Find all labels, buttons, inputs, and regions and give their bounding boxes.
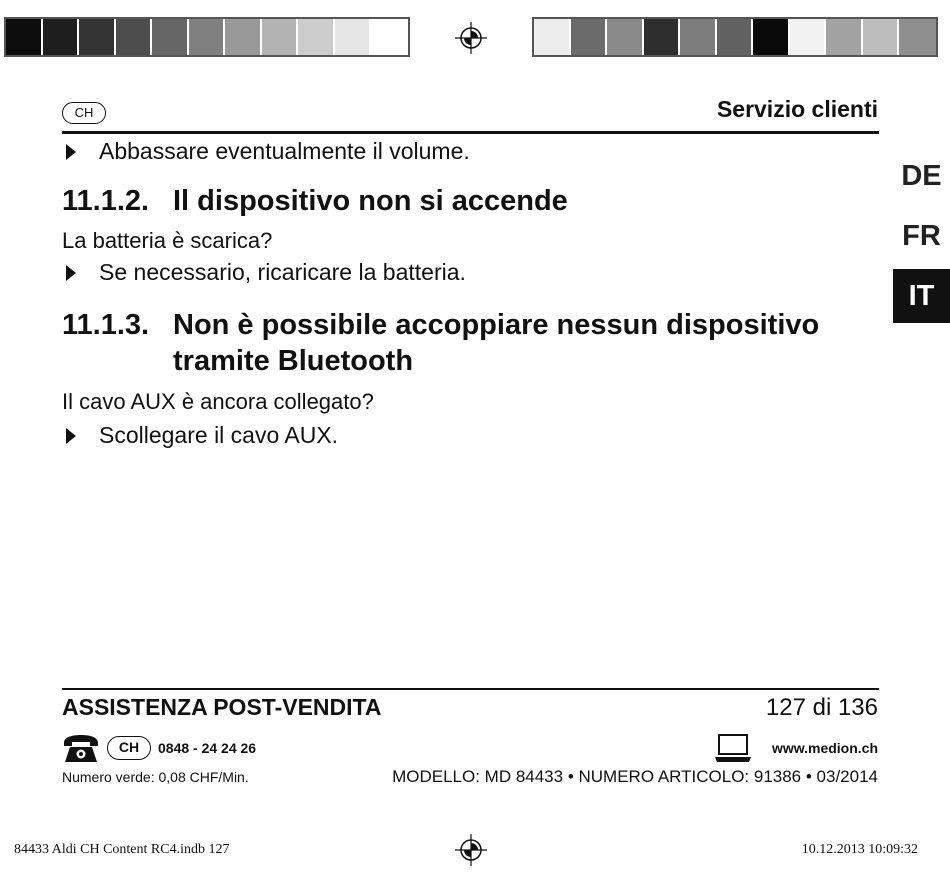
color-swatch xyxy=(680,19,717,55)
color-calibration-bar-left xyxy=(4,17,410,57)
bullet-arrow-icon xyxy=(66,265,76,281)
telephone-icon xyxy=(62,734,100,764)
page-number: 127 di 136 xyxy=(765,694,878,721)
color-swatch xyxy=(826,19,863,55)
color-swatch xyxy=(371,19,408,55)
color-swatch xyxy=(753,19,790,55)
color-swatch xyxy=(298,19,335,55)
section-title: Il dispositivo non si accende xyxy=(173,185,568,217)
hotline-note: Numero verde: 0,08 CHF/Min. xyxy=(62,769,249,785)
color-swatch xyxy=(225,19,262,55)
color-swatch xyxy=(335,19,372,55)
phone-number: 0848 - 24 24 26 xyxy=(158,740,257,756)
section-header-title: Servizio clienti xyxy=(716,96,878,122)
print-slug-file: 84433 Aldi CH Content RC4.indb 127 xyxy=(14,842,230,857)
color-swatch xyxy=(79,19,116,55)
section-number: 11.1.3. xyxy=(62,309,150,341)
language-tab-it[interactable]: IT xyxy=(893,269,950,323)
section-title-line2: tramite Bluetooth xyxy=(173,345,414,377)
color-swatch xyxy=(43,19,80,55)
section-number: 11.1.2. xyxy=(62,185,150,217)
footer-title: ASSISTENZA POST-VENDITA xyxy=(62,694,382,720)
color-swatch xyxy=(189,19,226,55)
website-link[interactable]: www.medion.ch xyxy=(771,740,878,756)
bullet-arrow-icon xyxy=(66,144,76,160)
color-swatch xyxy=(571,19,608,55)
footer-rule xyxy=(62,688,879,690)
footer-country-badge: CH xyxy=(107,736,151,760)
header-rule xyxy=(62,131,879,134)
language-tab-fr[interactable]: FR xyxy=(902,220,941,252)
color-swatch xyxy=(717,19,754,55)
color-swatch xyxy=(152,19,189,55)
print-slug-timestamp: 10.12.2013 10:09:32 xyxy=(801,842,918,857)
color-swatch xyxy=(863,19,900,55)
list-item-text: Se necessario, ricaricare la batteria. xyxy=(99,259,466,285)
section-title: Non è possibile accoppiare nessun dispositivo xyxy=(173,309,820,341)
color-swatch xyxy=(262,19,299,55)
color-calibration-bar-right xyxy=(532,17,938,57)
question-text: Il cavo AUX è ancora collegato? xyxy=(62,389,374,414)
list-item-text: Abbassare eventualmente il volume. xyxy=(99,138,470,164)
color-swatch xyxy=(790,19,827,55)
color-swatch xyxy=(607,19,644,55)
color-swatch xyxy=(899,19,936,55)
list-item-text: Scollegare il cavo AUX. xyxy=(99,422,339,448)
color-swatch xyxy=(644,19,681,55)
language-tab-de[interactable]: DE xyxy=(901,160,942,192)
color-swatch xyxy=(534,19,571,55)
registration-mark-icon xyxy=(455,22,487,54)
country-badge: CH xyxy=(62,102,106,124)
laptop-icon xyxy=(714,733,752,763)
question-text: La batteria è scarica? xyxy=(62,228,273,253)
color-swatch xyxy=(116,19,153,55)
model-info: MODELLO: MD 84433 • NUMERO ARTICOLO: 91386 • 03/2014 xyxy=(392,767,878,786)
bullet-arrow-icon xyxy=(66,428,76,444)
registration-mark-icon xyxy=(455,834,487,866)
color-swatch xyxy=(6,19,43,55)
